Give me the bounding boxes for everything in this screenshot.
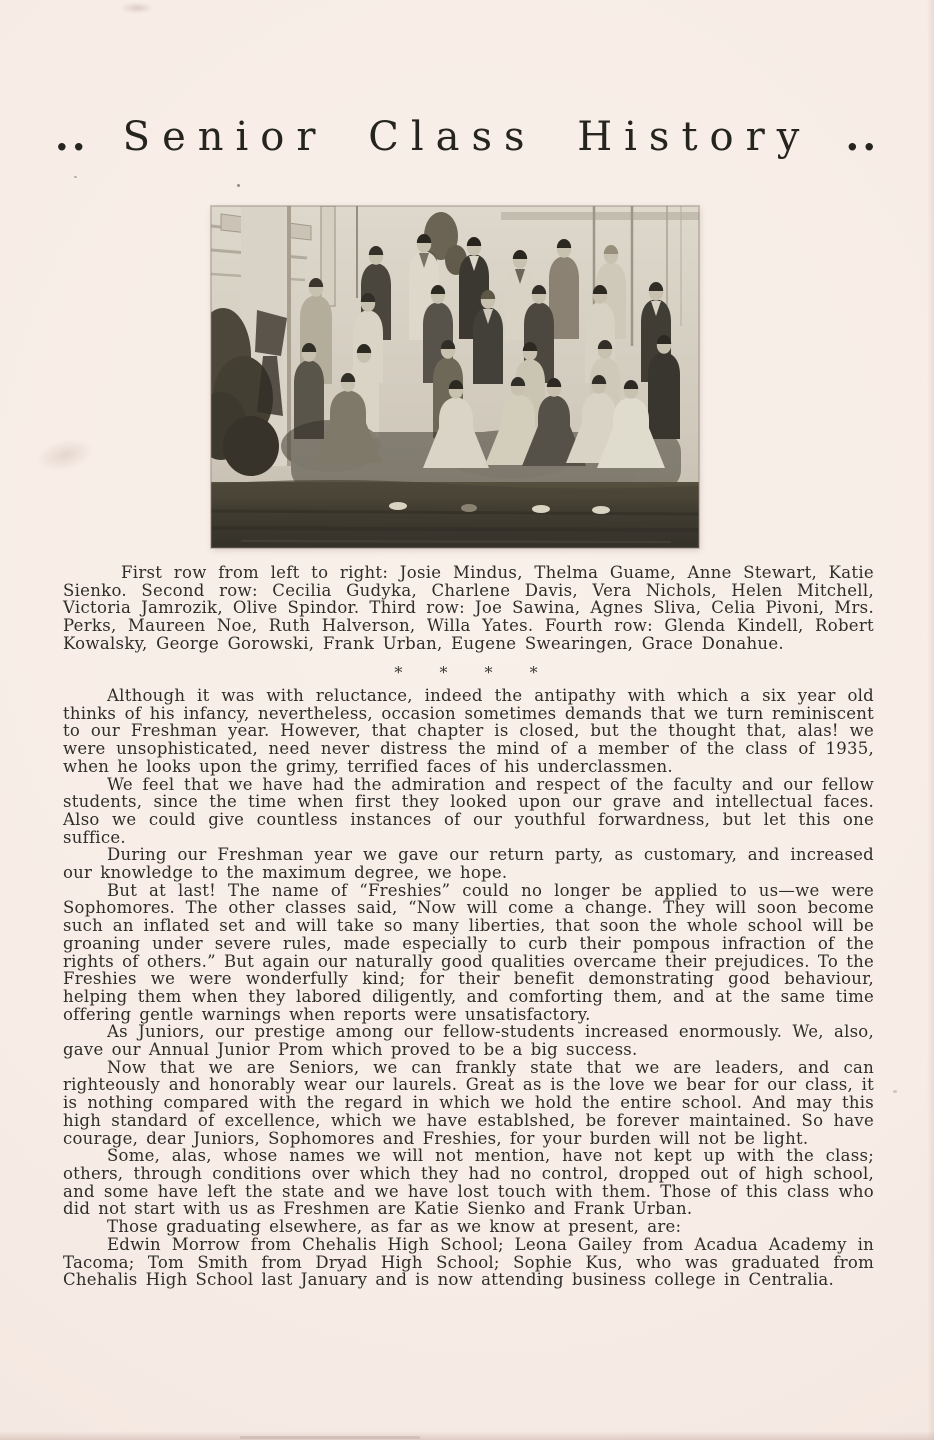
history-paragraph-1: Although it was with reluctance, indeed the antipathy with which a six year old thinks of his infancy, nevertheless, occasion sometimes demands that we turn reminiscent to our Freshman year. However, that chapter is closed, but the thought that, alas! we were unsophisticated, need never distress the mind of a member of the class of 1935, when he looks upon the grimy, terrified faces of his underclassmen. xyxy=(63,686,874,776)
page-title: Senior Class History xyxy=(122,114,812,160)
history-paragraph-4: But at last! The name of “Freshies” could no longer be applied to us—we were Sophomores. The other classes said, “Now will come a change. They will soon become such an inflated set and will take so many liberties, that soon the whole school will be groaning under severe rules, made especially to curb their pompous infraction of the rights of others.” But again our naturally good qualities overcame their prejudices. To the Freshies we were wonderfully kind; for their benefit demonstrating good behaviour, helping them when they labored diligently, and comforting them, and at the same time offering gentle warnings when reports were unsatisfactory. xyxy=(63,880,874,1024)
paper-smudge xyxy=(120,2,154,14)
history-paragraph-6: Now that we are Seniors, we can frankly state that we are leaders, and can righteously and honorably wear our laurels. Great as is the love we bear for our class, it is nothing compared with the regard in which we hold the entire school. And may this high standard of excellence, which we have establshed, be forever maintained. So have courage, dear Juniors, Sophomores and Freshies, for your burden will not be light. xyxy=(63,1057,874,1148)
photo-caption: First row from left to right: Josie Mindus, Thelma Guame, Anne Stewart, Katie Sienko. Second row: Cecilia Gudyka, Charlene Davis, Vera Nichols, Helen Mitchell, Victoria Jamrozik, Olive Spindor. Third row: Joe Sawina, Agnes Sliva, Celia Pivoni, Mrs. Perks, Maureen Noe, Ruth Halverson, Willa Yates. Fourth row: Glenda Kindell, Robert Kowalsky, George Gorowski, Frank Urban, Eugene Swearingen, Grace Donahue. xyxy=(63,563,874,653)
photo-lawn xyxy=(211,480,699,548)
history-paragraph-3: During our Freshman year we gave our return party, as customary, and increased our knowledge to the maximum degree, we hope. xyxy=(63,845,874,883)
paper-speck xyxy=(893,1090,897,1093)
scan-edge-mark xyxy=(240,1436,420,1439)
class-photo-illustration xyxy=(211,206,699,548)
history-paragraph-7: Some, alas, whose names we will not mention, have not kept up with the class; others, through conditions over which they had no control, dropped out of high school, and some have left the state and we have lost touch with them. Those of this class who did not start with us as Freshmen are Katie Sienko and Frank Urban. xyxy=(63,1146,874,1219)
section-separator: * * * * xyxy=(394,663,540,682)
history-paragraph-5: As Juniors, our prestige among our fellow-students increased enormously. We, also, gave our Annual Junior Prom which proved to be a big success. xyxy=(63,1022,874,1060)
history-paragraph-8: Those graduating elsewhere, as far as we know at present, are: xyxy=(107,1217,682,1237)
paper-speck xyxy=(74,176,77,178)
history-paragraph-2: We feel that we have had the admiration and respect of the faculty and our fellow students, since the time when first they looked upon our grave and intellectual faces. Also we could give countless instances of our youthful forwardness, but let this one suffice. xyxy=(63,774,874,847)
class-photo xyxy=(211,206,699,548)
paper-smudge xyxy=(33,433,97,476)
history-text xyxy=(63,687,874,1289)
paper-speck xyxy=(237,184,240,187)
history-paragraph-9: Edwin Morrow from Chehalis High School; Leona Gailey from Acadua Academy in Tacoma; Tom Smith from Dryad High School; Sophie Kus, who was graduated from Chehalis High School last January and is now attending business college in Centralia. xyxy=(63,1234,874,1290)
page-header: .. Senior Class History .. xyxy=(54,113,880,160)
